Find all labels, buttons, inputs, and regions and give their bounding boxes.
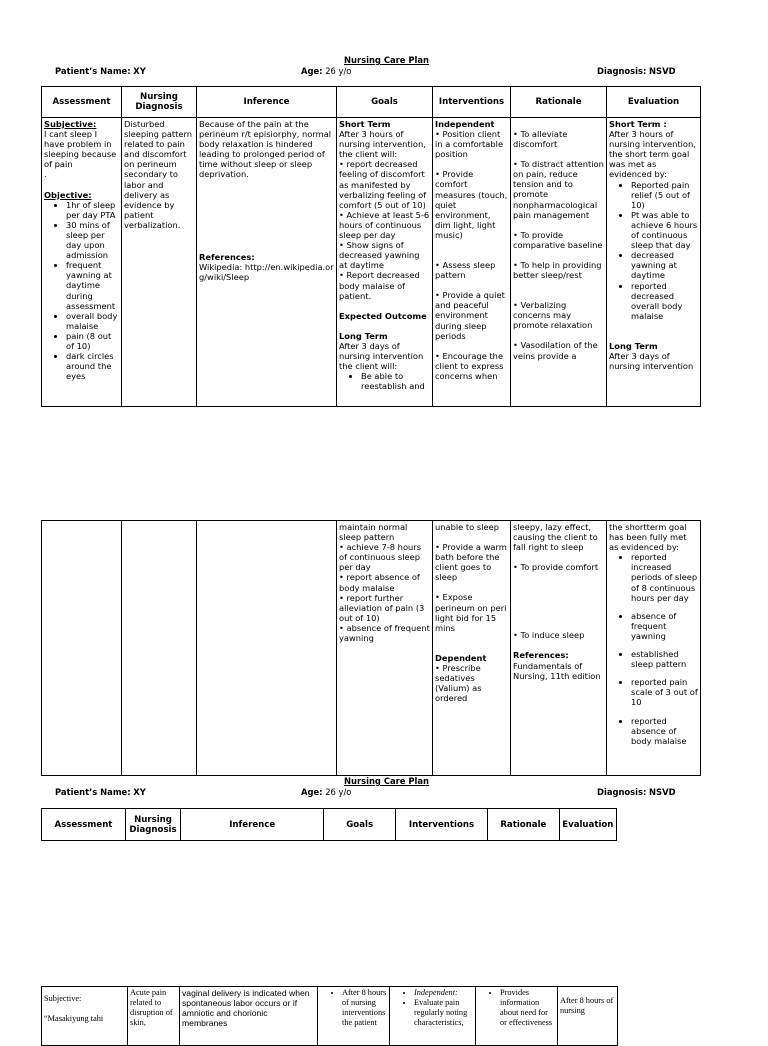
header-goals: Goals <box>324 809 396 841</box>
eval-long-term-label: Long Term <box>609 340 658 351</box>
rationale-top: sleepy, lazy effect, causing the client to fall right to sleep <box>513 522 598 553</box>
inference-cell <box>197 118 337 407</box>
list-item: • After 8 hours of nursing interventions the patient <box>342 988 387 1028</box>
references-label: References: <box>199 251 255 262</box>
list-item: • frequent yawning at daytime during assessment <box>66 260 119 310</box>
evaluation-intro: the shortterm goal has been fully met as evidenced by: <box>609 522 687 553</box>
header-inference: Inference <box>181 809 324 841</box>
eval-short-term-label: Short Term : <box>609 119 667 129</box>
age-value: 26 y/o <box>325 66 352 76</box>
header-nursing-diagnosis: Nursing Diagnosis <box>125 809 180 841</box>
care-plan-header-table <box>41 808 617 841</box>
diagnosis-label: Diagnosis: <box>597 66 647 76</box>
dependent-label: Dependent <box>435 652 487 663</box>
list-item: • reported pain scale of 3 out of 10 <box>631 677 698 707</box>
diagnosis-line <box>597 66 676 76</box>
eval-long-term-intro: After 3 days of nursing intervention <box>609 350 694 372</box>
nursing-diagnosis-cell-2 <box>128 987 180 1046</box>
nursing-diagnosis-text: Disturbed sleeping pattern related to pain and discomfort on perineum secondary to labor and delivery as evidence by patient verbalization. <box>124 119 193 230</box>
rationale-references-label: References: <box>513 650 569 661</box>
rationale-cell <box>511 118 607 407</box>
goal-item: • Achieve at least 5-6 hours of continuous sleep per day <box>339 209 430 241</box>
interventions-cell-2 <box>390 987 476 1046</box>
rationale-item: • Vasodilation of the veins provide a <box>513 340 598 361</box>
objective-label: Objective: <box>44 189 92 200</box>
intervention-item: • Assess sleep pattern <box>435 260 496 281</box>
list-item: • Evaluate pain regularly noting characteristics, <box>414 998 473 1028</box>
diagnosis-line-2 <box>597 787 676 797</box>
rationale-item: • To induce sleep <box>513 630 585 641</box>
intervention-item: • Encourage the client to express concerns when <box>435 350 504 381</box>
rationale-list-2 <box>478 988 555 1028</box>
list-item: • reported absence of body malaise <box>631 716 698 746</box>
evaluation-cont-cell <box>607 521 701 776</box>
subjective-quote: “Masakiyung tahi <box>44 1014 104 1024</box>
list-item: • Provides information about need for or effectiveness <box>500 988 555 1028</box>
intervention-item: • Provide a quiet and peaceful environment during sleep periods <box>435 290 505 341</box>
patient-name-line-2 <box>55 787 146 797</box>
list-item: • established sleep pattern <box>631 649 698 669</box>
care-plan-table <box>41 86 701 407</box>
header-assessment: Assessment <box>42 87 122 118</box>
header-assessment: Assessment <box>42 809 126 841</box>
patient-name-value: XY <box>133 66 146 76</box>
age-line <box>301 66 351 76</box>
goal-item: • Show signs of decreased yawning at daytime <box>339 240 420 271</box>
rationale-item: • Verbalizing concerns may promote relaxation <box>513 300 593 331</box>
diagnosis-cell-empty <box>122 521 197 776</box>
inference-cell-empty <box>197 521 337 776</box>
goal-line: • absence of frequent yawning <box>339 622 430 644</box>
header-evaluation: Evaluation <box>607 87 701 118</box>
age-line-2 <box>301 787 351 797</box>
goals-cont-cell <box>337 521 433 776</box>
goals-cell <box>337 118 433 407</box>
list-item: • Pt was able to achieve 6 hours of continuous sleep that day <box>631 210 698 250</box>
subjective-label-2: Subjective: <box>44 994 82 1003</box>
evaluation-cell <box>607 118 701 407</box>
interventions-list-2 <box>392 988 473 1028</box>
rationale-item: • To provide comfort <box>513 562 599 573</box>
long-term-label: Long Term <box>339 330 388 341</box>
age-value: 26 y/o <box>325 787 352 797</box>
evaluation-cell-2 <box>558 987 618 1046</box>
rationale-item: • To help in providing better sleep/rest <box>513 259 602 281</box>
interventions-cell <box>433 118 511 407</box>
list-item: • decreased yawning at daytime <box>631 250 698 280</box>
diagnosis-label: Diagnosis: <box>597 787 647 797</box>
list-item: • 30 mins of sleep per day upon admission <box>66 220 119 260</box>
header-inference: Inference <box>197 87 337 118</box>
assessment-cell-empty <box>42 521 122 776</box>
list-item: • reported decreased overall body malaise <box>631 281 698 321</box>
eval-short-term-intro: After 3 hours of nursing intervention, the short term goal was met as evidenced by: <box>609 129 696 180</box>
nursing-diagnosis-cell <box>122 118 197 407</box>
goals-cell-2 <box>318 987 390 1046</box>
interventions-cont-cell <box>433 521 511 776</box>
long-term-intro: After 3 days of nursing intervention the client will: <box>339 340 424 372</box>
independent-label: Independent <box>435 119 495 129</box>
objective-list <box>44 200 119 382</box>
header-rationale: Rationale <box>488 809 560 841</box>
intervention-item: • Position client in a comfortable position <box>435 129 504 160</box>
header-rationale: Rationale <box>511 87 607 118</box>
rationale-item: • To distract attention on pain, reduce tension and to promote nonpharmacological pain management <box>513 159 604 220</box>
list-item: • dark circles around the eyes <box>66 351 119 381</box>
short-term-intro: After 3 hours of nursing intervention, the client will: <box>339 129 426 160</box>
list-item: • overall body malaise <box>66 311 119 331</box>
patient-name-value: XY <box>133 787 146 797</box>
goal-line: • report further alleviation of pain (3 out of 10) <box>339 592 425 623</box>
header-interventions: Interventions <box>433 87 511 118</box>
goal-line: • report absence of body malaise <box>339 572 420 593</box>
subjective-dot: . <box>44 169 47 180</box>
patient-name-label: Patient’s Name: <box>55 66 131 76</box>
age-label: Age: <box>301 787 323 797</box>
references-text: Wikipedia: http://en.wikipedia.org/wiki/Sleep <box>199 261 334 282</box>
eval-short-list <box>609 180 698 321</box>
rationale-item: • To alleviate discomfort <box>513 129 568 150</box>
header-nursing-diagnosis: Nursing Diagnosis <box>122 87 197 118</box>
diagnosis-value: NSVD <box>649 66 676 76</box>
age-label: Age: <box>301 66 323 76</box>
header-evaluation: Evaluation <box>559 809 616 841</box>
list-item: • 1hr of sleep per day PTA <box>66 200 119 220</box>
nursing-diagnosis-text-2: Acute pain related to disruption of skin, <box>130 988 173 1028</box>
goal-line: maintain normal sleep pattern <box>339 522 408 543</box>
goal-line: • achieve 7-8 hours of continuous sleep per day <box>339 542 422 573</box>
intervention-top: unable to sleep <box>435 522 499 532</box>
long-term-list <box>339 371 430 391</box>
expected-outcome-label: Expected Outcome <box>339 310 427 321</box>
list-item: • pain (8 out of 10) <box>66 331 119 351</box>
inference-text: Because of the pain at the perineum r/t episiorphy, normal body relaxation is hindered leading to prolonged period of time without sleep or sleep deprivation. <box>199 119 332 180</box>
list-item: • absence of frequent yawning <box>631 611 698 641</box>
evaluation-text-2: After 8 hours of nursing <box>560 996 614 1016</box>
intervention-item: • Provide a warm bath before the client goes to sleep <box>435 542 507 583</box>
rationale-item: • To provide comparative baseline <box>513 229 603 250</box>
page-title-2: Nursing Care Plan <box>344 776 429 786</box>
rationale-references-text: Fundamentals of Nursing, 11th edition <box>513 660 601 681</box>
goal-item: • Report decreased body malaise of patient. <box>339 270 420 301</box>
goal-item: • report decreased feeling of discomfort as manifested by verbalizing feeling of comfort (5 out of 10) <box>339 159 427 210</box>
goals-list-2 <box>320 988 387 1028</box>
list-item: • Be able to reestablish and <box>361 371 430 391</box>
dependent-item: • Prescribe sedatives (Valium) as ordered <box>435 662 482 704</box>
subjective-text: I cant sleep I have problem in sleeping because of pain <box>44 129 117 170</box>
list-item: • Reported pain relief (5 out of 10) <box>631 180 698 210</box>
short-term-label: Short Term <box>339 119 391 129</box>
list-item: • reported increased periods of sleep of 8 continuous hours per day <box>631 552 698 602</box>
evaluation-list <box>609 552 698 746</box>
subjective-label: Subjective: <box>44 119 97 129</box>
intervention-item: • Expose perineum on peri light bid for 15 mins <box>435 592 507 633</box>
inference-cell-2 <box>180 987 318 1046</box>
page-title: Nursing Care Plan <box>344 55 429 65</box>
assessment-cell-2 <box>42 987 128 1046</box>
header-goals: Goals <box>337 87 433 118</box>
inference-text-2: vaginal delivery is indicated when spontaneous labor occurs or if amniotic and chorionic membranes <box>182 988 310 1028</box>
care-plan-table-2 <box>41 986 618 1046</box>
assessment-cell <box>42 118 122 407</box>
intervention-item: • Provide comfort measures (touch, quiet environment, dim light, light music) <box>435 169 508 240</box>
patient-name-label: Patient’s Name: <box>55 787 131 797</box>
rationale-cell-2 <box>476 987 558 1046</box>
patient-name-line <box>55 66 146 76</box>
diagnosis-value: NSVD <box>649 787 676 797</box>
care-plan-continuation-table <box>41 520 701 776</box>
header-interventions: Interventions <box>395 809 487 841</box>
rationale-cont-cell <box>511 521 607 776</box>
list-item: • Independent: <box>414 988 473 998</box>
